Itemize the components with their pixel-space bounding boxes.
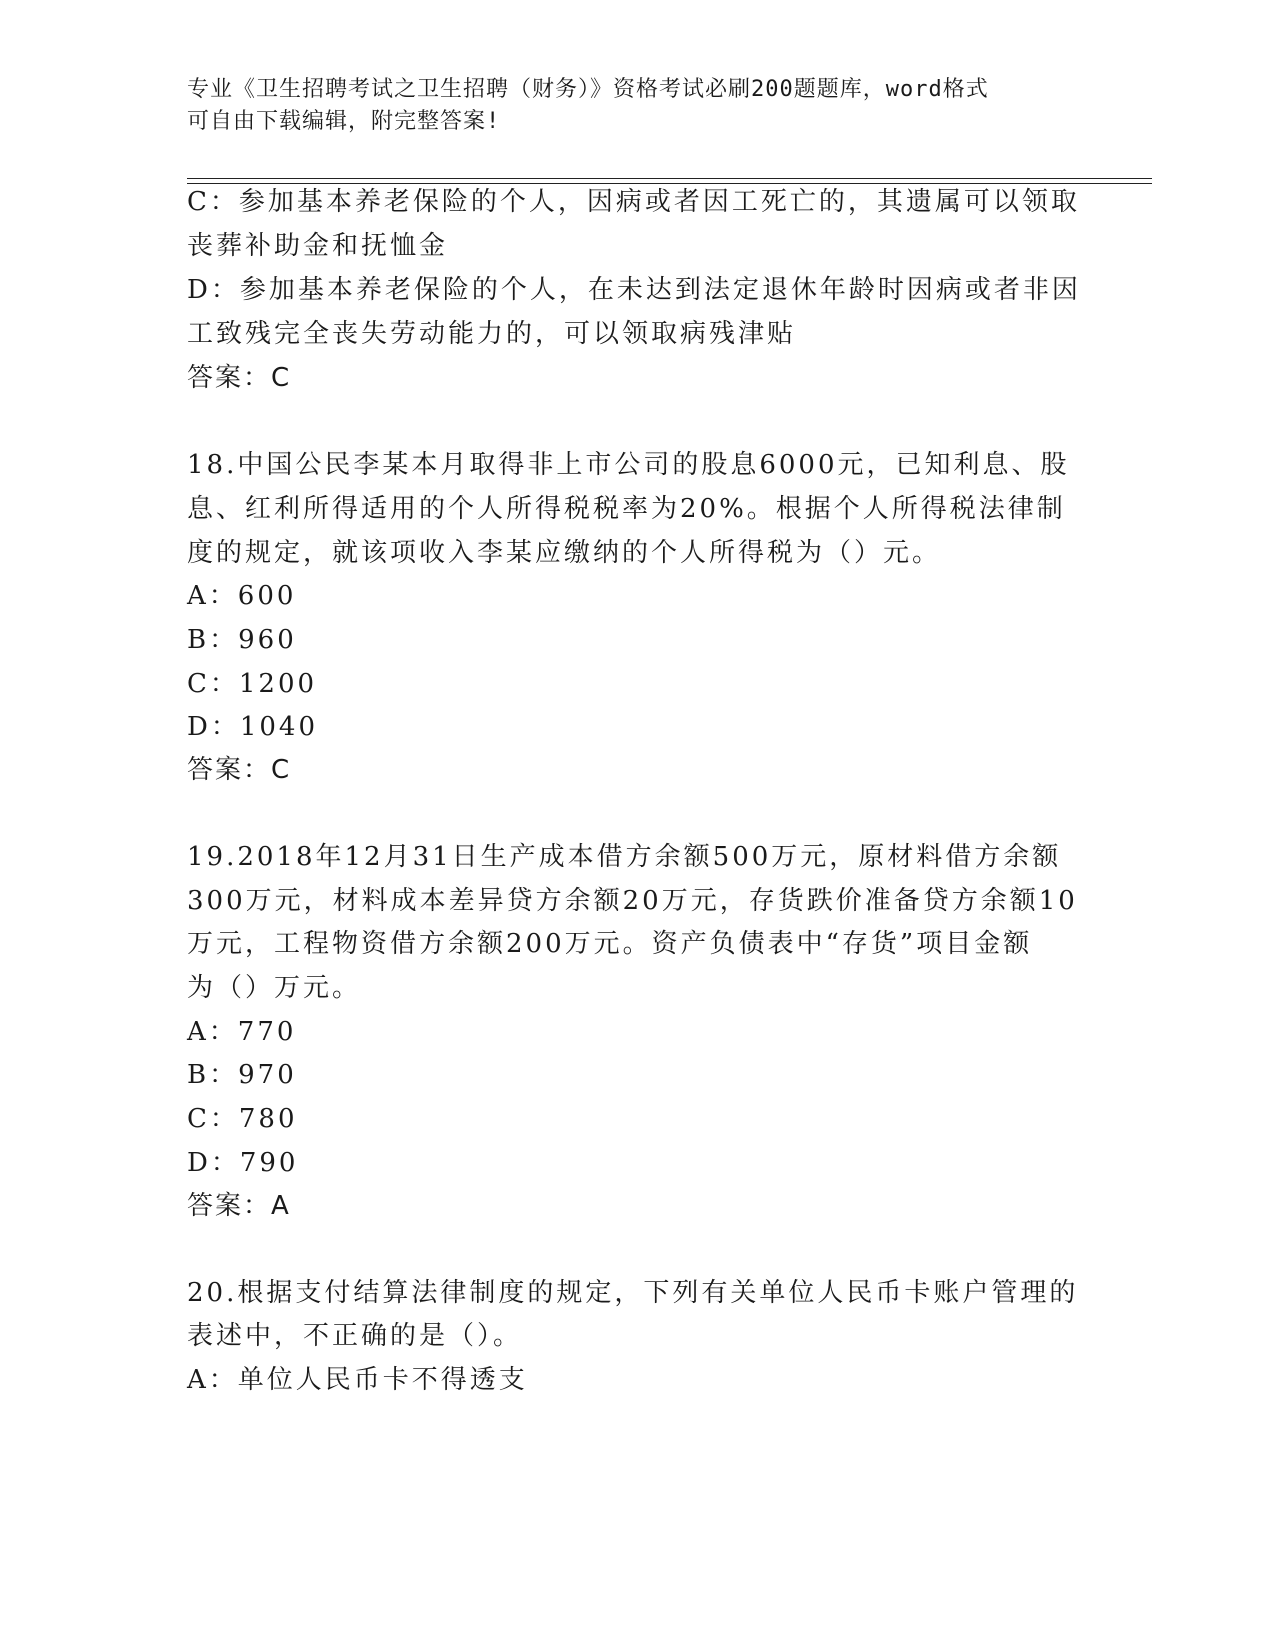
q18-option-a: A：600 (187, 581, 297, 611)
q20-option-a: A：单位人民币卡不得透支 (187, 1365, 528, 1395)
document-header (187, 74, 1067, 138)
q18-stem-line3: 度的规定，就该项收入李某应缴纳的个人所得税为（）元。 (187, 538, 942, 568)
q18-option-c: C：1200 (187, 669, 318, 699)
q19-stem-line2: 300万元，材料成本差异贷方余额20万元，存货跌价准备贷方余额10 (187, 886, 1078, 916)
q19-option-d: D：790 (187, 1148, 299, 1178)
q17-option-c-line2: 丧葬补助金和抚恤金 (187, 231, 449, 261)
q19-stem-line3: 万元，工程物资借方余额200万元。资产负债表中“存货”项目金额 (187, 929, 1033, 959)
q18-stem-line2: 息、红利所得适用的个人所得税税率为20%。根据个人所得税法律制 (187, 494, 1066, 524)
header-title-line2: 可自由下载编辑，附完整答案! (187, 109, 501, 134)
q19-stem-line1: 19.2018年12月31日生产成本借方余额500万元，原材料借方余额 (187, 842, 1062, 872)
q18-option-b: B：960 (187, 625, 297, 655)
header-divider-top (187, 178, 1152, 179)
q19-option-c: C：780 (187, 1104, 298, 1134)
q17-answer: 答案：C (187, 363, 292, 393)
header-title-line1: 专业《卫生招聘考试之卫生招聘（财务）》资格考试必刷200题题库，word格式 (187, 77, 989, 102)
q18-option-d: D：1040 (187, 712, 319, 742)
header-divider-bottom (187, 183, 1152, 184)
q17-option-d-line1: D：参加基本养老保险的个人，在未达到法定退休年龄时因病或者非因 (187, 275, 1081, 305)
q17-option-c-line1: C：参加基本养老保险的个人，因病或者因工死亡的，其遗属可以领取 (187, 187, 1080, 217)
q18-stem-line1: 18.中国公民李某本月取得非上市公司的股息6000元，已知利息、股 (187, 450, 1070, 480)
q20-stem-line2: 表述中，不正确的是（）。 (187, 1321, 523, 1351)
q19-answer: 答案：A (187, 1191, 291, 1221)
q18-answer: 答案：C (187, 755, 292, 785)
q19-option-a: A：770 (187, 1017, 297, 1047)
q17-option-d-line2: 工致残完全丧失劳动能力的，可以领取病残津贴 (187, 319, 797, 349)
q19-stem-line4: 为（）万元。 (187, 973, 362, 1003)
q19-option-b: B：970 (187, 1060, 297, 1090)
q20-stem-line1: 20.根据支付结算法律制度的规定，下列有关单位人民币卡账户管理的 (187, 1278, 1079, 1308)
